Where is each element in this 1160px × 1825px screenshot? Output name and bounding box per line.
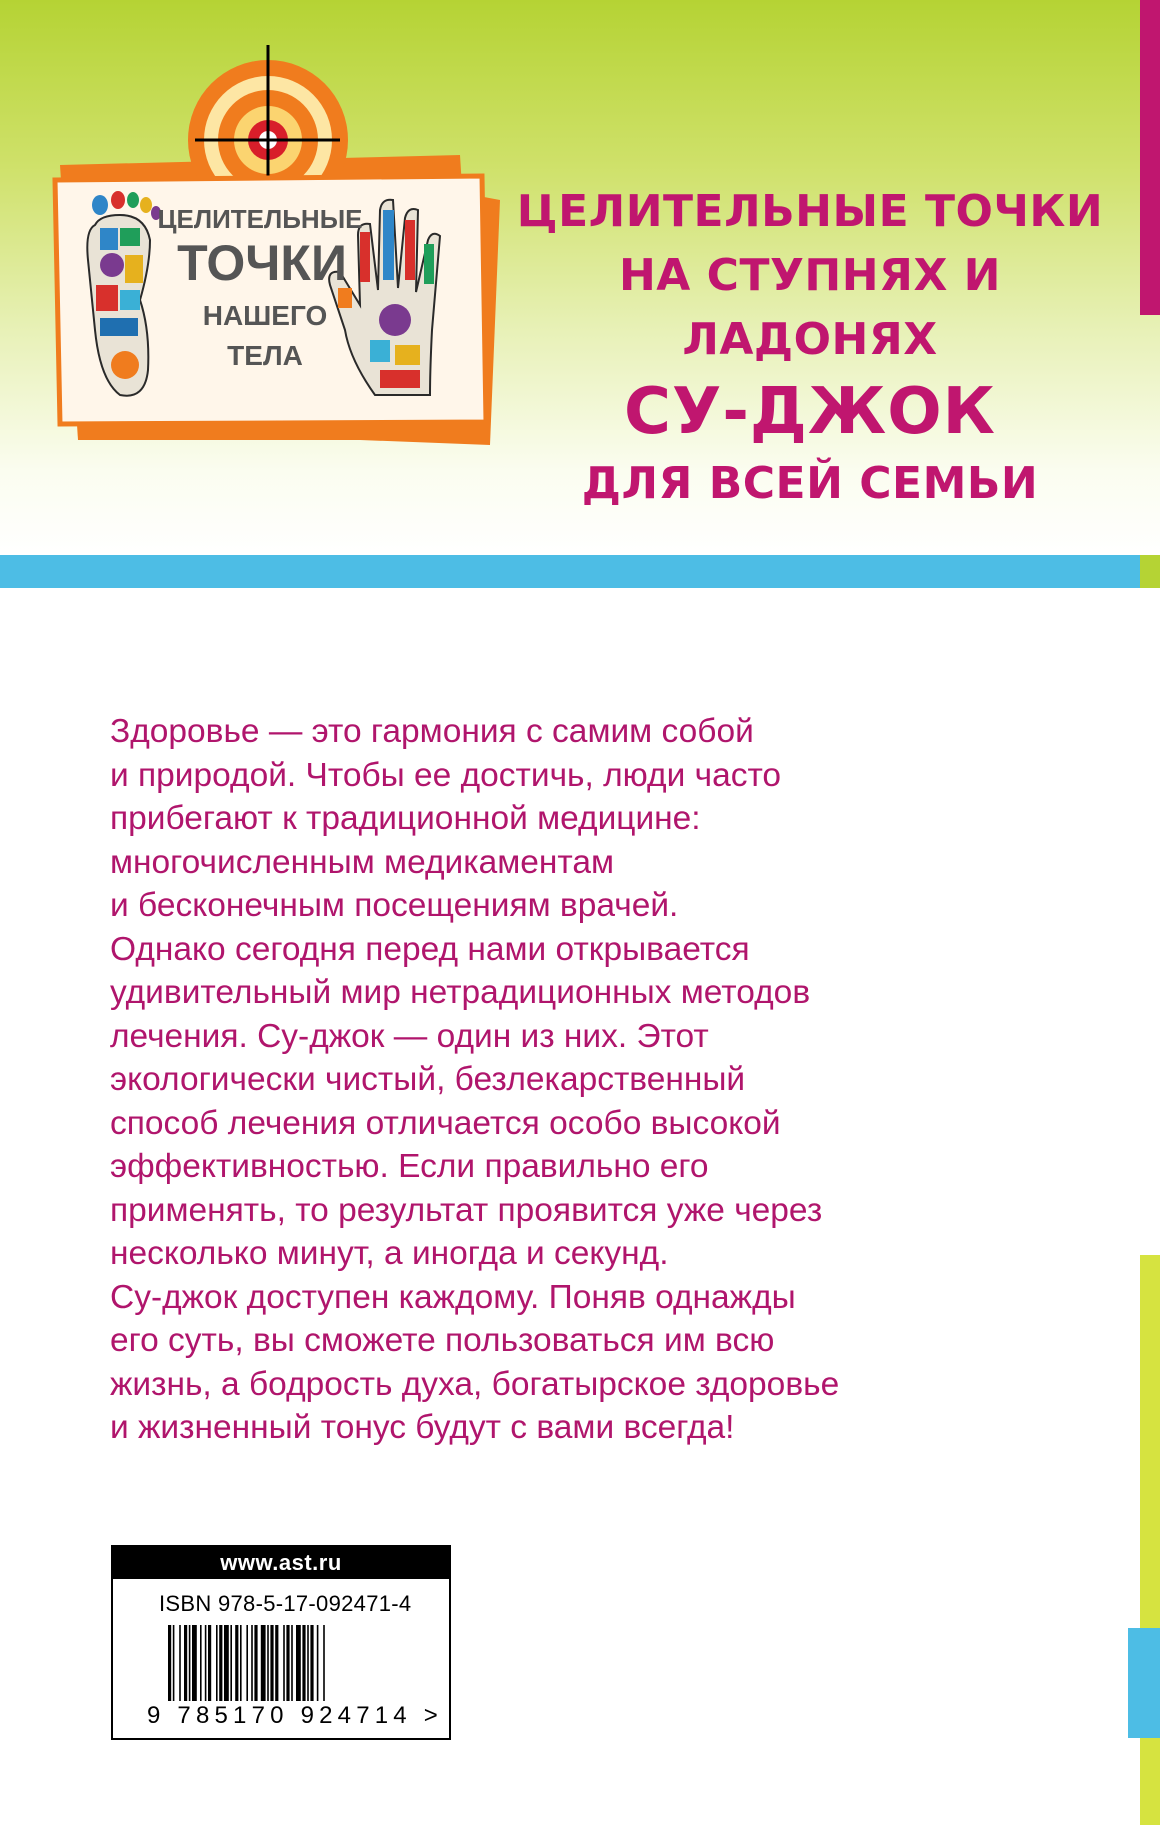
- barcode-bar: [296, 1625, 301, 1701]
- barcode-bar: [224, 1625, 229, 1701]
- description-line: и природой. Чтобы ее достичь, люди часто: [110, 756, 782, 794]
- barcode-bar: [240, 1625, 242, 1701]
- description-line: несколько минут, а иногда и секунд.: [110, 1235, 669, 1272]
- barcode-bar: [235, 1625, 238, 1701]
- barcode-bar: [205, 1625, 207, 1701]
- logo-text-line3: НАШЕГО: [202, 300, 328, 331]
- barcode-bar: [200, 1625, 202, 1701]
- barcode-bar: [246, 1625, 248, 1701]
- barcode-bar: [216, 1625, 218, 1701]
- barcode-bar: [261, 1625, 266, 1701]
- barcode-digits: 9 785170 924714 >: [147, 1702, 443, 1729]
- barcode-bar: [179, 1625, 181, 1701]
- book-description: [110, 710, 1010, 1450]
- barcode-bar: [323, 1625, 325, 1701]
- barcode-bar: [219, 1625, 222, 1701]
- description-line: Су-джок доступен каждому. Поняв однажды: [110, 1278, 796, 1316]
- barcode-bar: [286, 1625, 289, 1701]
- barcode-bar: [189, 1625, 191, 1701]
- barcode-bar: [291, 1625, 293, 1701]
- description-line: прибегают к традиционной медицине:: [110, 800, 701, 837]
- barcode-bar: [275, 1625, 278, 1701]
- description-line: удивительный мир нетрадиционных методов: [110, 974, 811, 1011]
- description-line: экологически чистый, безлекарственный: [110, 1061, 746, 1098]
- title-line-3: СУ-ДЖОК: [624, 375, 996, 449]
- barcode-bar: [251, 1625, 253, 1701]
- logo-text-line2: ТОЧКИ: [177, 235, 347, 291]
- barcode-bar: [302, 1625, 305, 1701]
- description-line: эффективностью. Если правильно его: [110, 1148, 709, 1185]
- barcode-bar: [192, 1625, 197, 1701]
- barcode-bar: [184, 1625, 187, 1701]
- description-line: Здоровье — это гармония с самим собой: [110, 713, 754, 750]
- barcode-bar: [208, 1625, 211, 1701]
- barcode-block: [111, 1545, 451, 1740]
- barcode-bar: [267, 1625, 269, 1701]
- description-line: и жизненный тонус будут с вами всегда!: [110, 1409, 735, 1446]
- publisher-url[interactable]: www.ast.ru: [113, 1547, 449, 1579]
- barcode-bar: [168, 1625, 171, 1701]
- barcode-image: [168, 1625, 398, 1705]
- isbn-number: ISBN 978-5-17-092471-4: [159, 1591, 412, 1616]
- logo-text-line4: ТЕЛА: [227, 340, 303, 371]
- spine-edge-blue: [1128, 1628, 1160, 1738]
- description-line: и бесконечным посещениям врачей.: [110, 887, 679, 924]
- description-line: Однако сегодня перед нами открывается: [110, 930, 750, 968]
- barcode-bar: [230, 1625, 232, 1701]
- title-line-1: ЦЕЛИТЕЛЬНЫЕ ТОЧКИ: [516, 186, 1104, 237]
- description-line: способ лечения отличается особо высокой: [110, 1104, 781, 1142]
- barcode-bar: [317, 1625, 319, 1701]
- description-line: лечения. Су-джок — один из них. Этот: [110, 1017, 709, 1055]
- blue-divider-band: [0, 555, 1160, 588]
- description-line: его суть, вы сможете пользоваться им всю: [110, 1322, 775, 1359]
- divider-band-edge: [1140, 555, 1160, 588]
- barcode-bar: [270, 1625, 273, 1701]
- title-line-2: НА СТУПНЯХ И ЛАДОНЯХ: [618, 250, 1002, 365]
- barcode-bar: [254, 1625, 257, 1701]
- title-line-4: ДЛЯ ВСЕЙ СЕМЬИ: [581, 458, 1039, 509]
- logo-text-line1: ЦЕЛИТЕЛЬНЫЕ: [157, 204, 363, 234]
- series-logo: [0, 0, 500, 450]
- book-title: [500, 180, 1120, 516]
- description-line: жизнь, а бодрость духа, богатырское здоровье: [110, 1365, 840, 1403]
- description-line: применять, то результат проявится уже через: [110, 1191, 823, 1229]
- description-line: многочисленным медикаментам: [110, 843, 615, 881]
- barcode-bar: [283, 1625, 285, 1701]
- barcode-bar: [310, 1625, 313, 1701]
- barcode-bar: [307, 1625, 309, 1701]
- spine-edge-magenta: [1140, 0, 1160, 315]
- spine-edge-yellow: [1140, 1255, 1160, 1825]
- barcode-bar: [173, 1625, 175, 1701]
